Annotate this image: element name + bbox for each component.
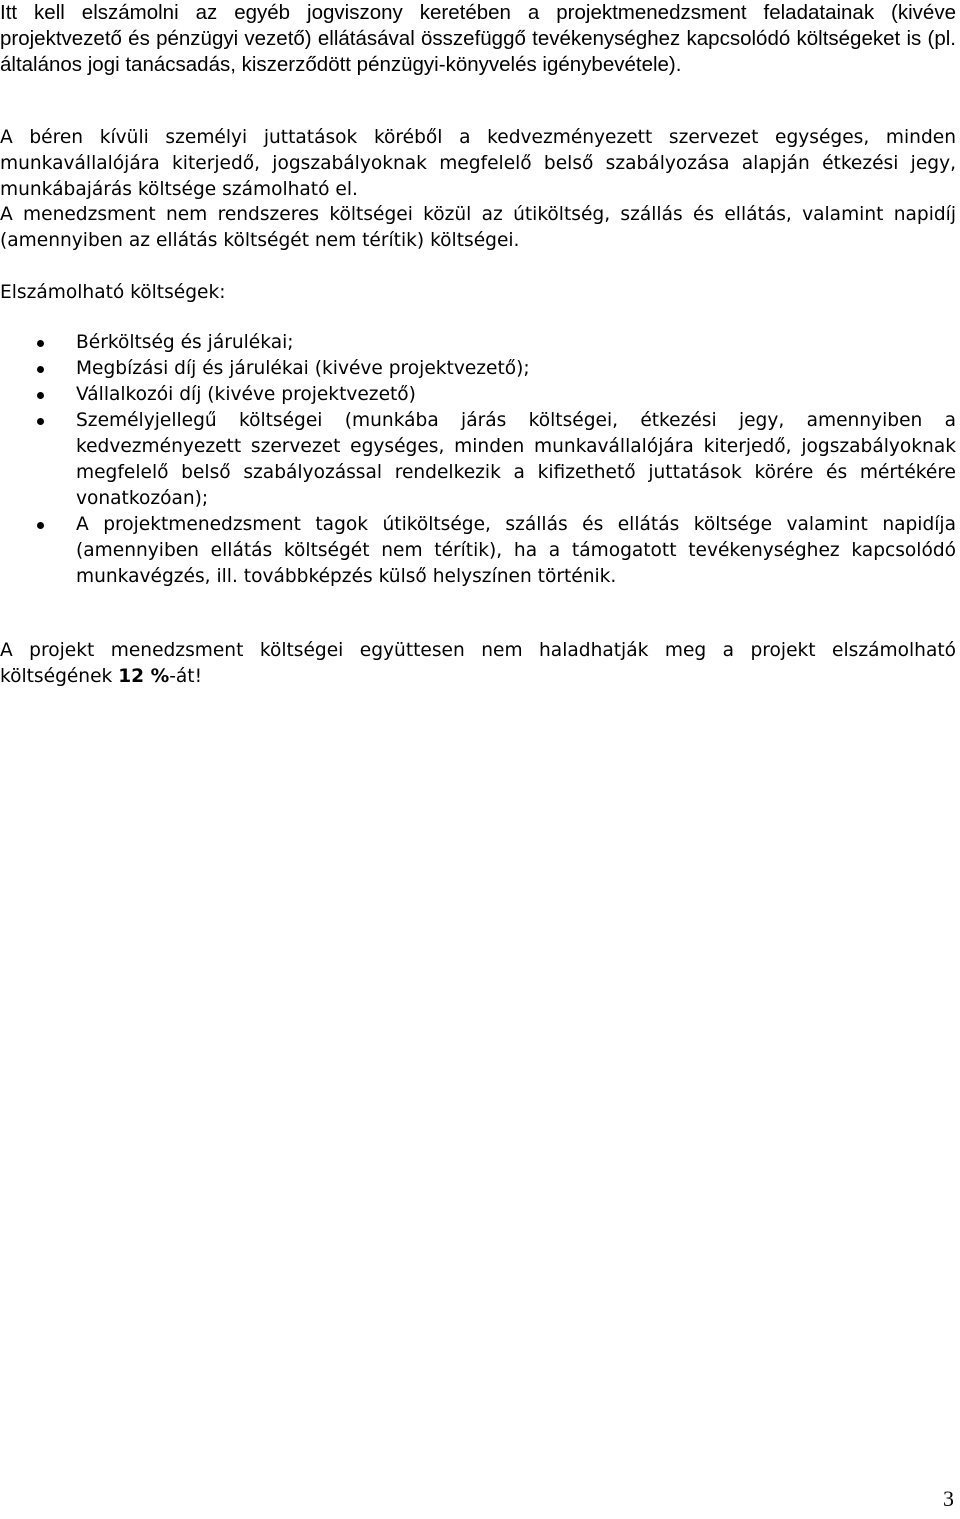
list-item-text: Személyjellegű költségei (munkába járás költségei, étkezési jegy, amennyiben a kedvezményezett szervezet egységes, minden munkavállalójára kiterjedő, jogszabályoknak megfelelő belső szabályozással rendelkezik a kifizethető juttatások körére és mértékére vonatkozóan);	[76, 410, 956, 509]
bullet-icon	[37, 340, 44, 347]
list-item	[0, 382, 956, 408]
list-item-text: A projektmenedzsment tagok útiköltsége, szállás és ellátás költsége valamint napidíja (amennyiben ellátás költségét nem térítik), ha a támogatott tevékenységhez kapcsolódó munkavégzés, ill. továbbképzés külső helyszínen történik.	[76, 514, 956, 587]
cost-limit-paragraph	[0, 638, 956, 690]
list-item	[0, 512, 956, 590]
bullet-icon	[37, 522, 44, 529]
benefits-paragraph: A béren kívüli személyi juttatások köréből a kedvezményezett szervezet egységes, minden munkavállalójára kiterjedő, jogszabályoknak megfelelő belső szabályozása alapján étkezési jegy, munkábajárás költsége számolható el.	[0, 127, 956, 200]
list-item-text: Bérköltség és járulékai;	[76, 332, 294, 353]
cost-limit-percent: 12 %	[118, 666, 170, 687]
list-item	[0, 408, 956, 512]
bullet-icon	[37, 418, 44, 425]
cost-limit-text: A projekt menedzsment költségei együttesen nem haladhatják meg a projekt elszámolható költségének	[0, 640, 956, 687]
intro-paragraph: Itt kell elszámolni az egyéb jogviszony keretében a projektmenedzsment feladatainak (kivéve projektvezető és pénzügyi vezető) ellátásával összefüggő tevékenységhez kapcsolódó költségeket is (pl. általános jogi tanácsadás, kiszerződött pénzügyi-könyvelés igénybevétele).	[0, 1, 956, 76]
eligible-costs-heading: Elszámolható költségek:	[0, 282, 226, 303]
page-number: 3	[943, 1486, 954, 1511]
list-item	[0, 330, 956, 356]
bullet-icon	[37, 392, 44, 399]
eligible-costs-list	[0, 330, 956, 590]
cost-limit-suffix: -át!	[169, 666, 203, 687]
list-item-text: Vállalkozói díj (kivéve projektvezető)	[76, 384, 416, 405]
list-item	[0, 356, 956, 382]
travel-costs-paragraph: A menedzsment nem rendszeres költségei közül az útiköltség, szállás és ellátás, valamint napidíj (amennyiben az ellátás költségét nem térítik) költségei.	[0, 204, 956, 251]
bullet-icon	[37, 366, 44, 373]
list-item-text: Megbízási díj és járulékai (kivéve projektvezető);	[76, 358, 530, 379]
